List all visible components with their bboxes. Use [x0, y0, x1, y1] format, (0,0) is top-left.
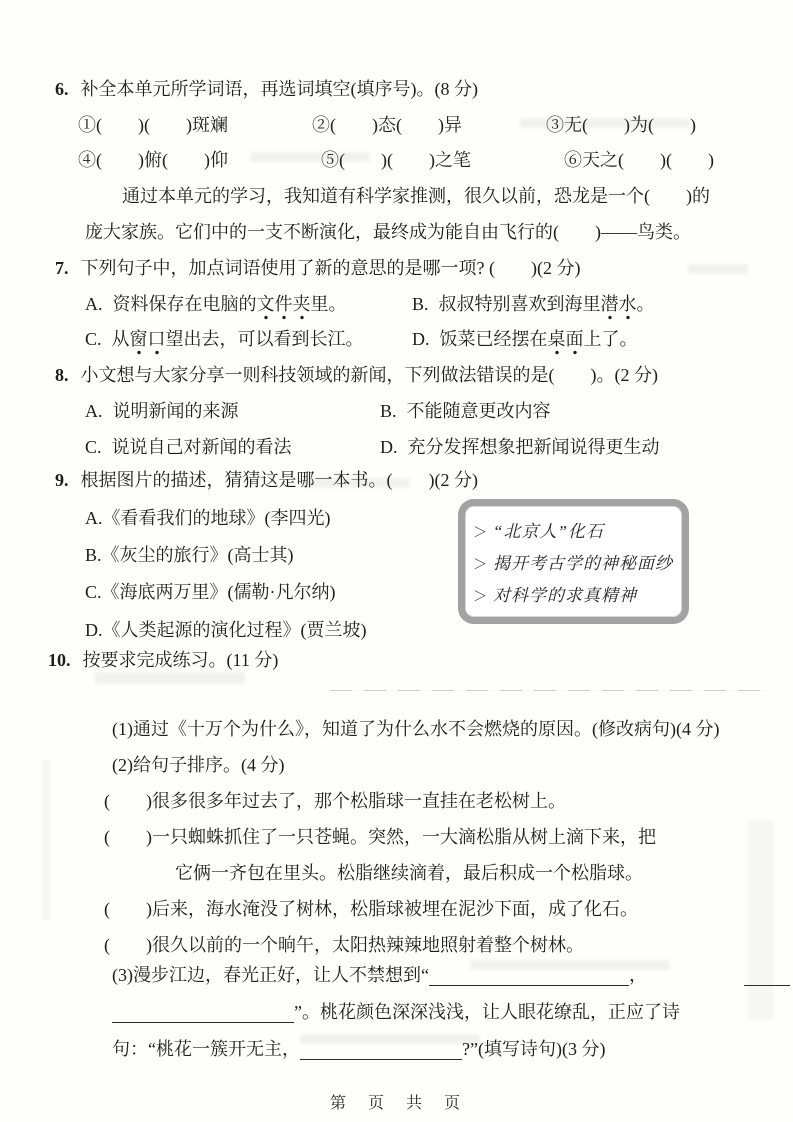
question-number: 6.: [55, 79, 69, 99]
chevron-bullet-icon: ＞: [473, 590, 488, 605]
clue-text: 揭开考古学的神秘面纱: [493, 554, 673, 573]
question-6-title-line: [55, 76, 478, 102]
scan-artifact: [688, 264, 748, 274]
sort-item-2: [104, 824, 656, 850]
sequence-bracket: ( ): [104, 827, 152, 847]
question-8-title-line: [55, 362, 658, 388]
scan-artifact: [520, 118, 690, 128]
option-label: D.: [380, 437, 398, 457]
option-text: 资料保存在电脑的: [112, 294, 257, 314]
q6-word-row-2: [78, 147, 714, 173]
q8-option-c: [85, 434, 292, 460]
word-blank-item: ①( )( )斑斓: [78, 115, 228, 135]
page-footer: 第 页 共 页: [329, 1095, 463, 1112]
option-text: 充分发挥想象把新闻说得更生动: [407, 437, 660, 457]
sort-item-text: 一只蜘蛛抓住了一只苍蝇。突然，一大滴松脂从树上滴下来，把: [152, 827, 656, 847]
question-title: 小文想与大家分享一则科技领域的新闻，下列做法错误的是( )。(2 分): [80, 365, 658, 385]
sort-item-text: 很久以前的一个晌午，太阳热辣辣地照射着整个树林。: [152, 935, 584, 955]
question-number: 10.: [48, 650, 71, 670]
sequence-bracket: ( ): [104, 899, 152, 919]
emphasized-word: 潜水: [601, 294, 637, 320]
sort-item-4: [104, 932, 584, 958]
question-7-title-line: [55, 255, 580, 281]
scan-artifact: [300, 1034, 480, 1044]
option-label: C.: [85, 437, 102, 457]
option-label: B.: [380, 401, 397, 421]
sort-item-3: [104, 896, 638, 922]
sort-item-1: [104, 788, 566, 814]
clue-text: 对科学的求真精神: [493, 586, 637, 605]
option-text: 说说自己对新闻的看法: [111, 437, 292, 457]
question-title: 根据图片的描述，猜猜这是哪一本书。( )(2 分): [80, 470, 478, 490]
option-text: 。: [636, 294, 655, 314]
chevron-bullet-icon: ＞: [473, 558, 488, 573]
part-3-text: (3)漫步江边，春光正好，让人不禁想到“: [112, 965, 429, 985]
q8-option-b: [380, 398, 551, 424]
q9-option-a: A.《看看我们的地球》(李四光): [85, 508, 331, 528]
q10-part-3-line-2: [112, 999, 680, 1025]
bleed-through-line: [330, 690, 768, 691]
answer-blank: [112, 1003, 294, 1023]
option-text: 从: [111, 329, 130, 349]
option-text: 不能随意更改内容: [406, 401, 551, 421]
option-text: 里。: [310, 294, 347, 314]
word-blank-item: ⑤( )( )之笔: [321, 150, 471, 170]
question-number: 9.: [55, 470, 69, 490]
sequence-bracket: ( ): [104, 791, 152, 811]
sort-item-text: 后来，海水淹没了树林，松脂球被埋在泥沙下面，成了化石。: [152, 899, 638, 919]
question-title: 下列句子中，加点词语使用了新的意思的是哪一项? ( )(2 分): [80, 258, 581, 278]
option-label: C.: [85, 329, 102, 349]
scan-artifact: [470, 960, 670, 970]
question-title: 补全本单元所学词语，再选词填空(填序号)。(8 分): [80, 79, 478, 99]
clue-text: “北京人”化石: [493, 522, 604, 541]
q9-option-b: B.《灰尘的旅行》(高士其): [85, 545, 294, 565]
q8-option-d: [380, 434, 660, 460]
q8-option-a: [85, 398, 239, 424]
scan-artifact: [95, 672, 245, 684]
part-3-text: ，: [628, 965, 647, 985]
word-blank-item: ④( )俯( )仰: [78, 150, 228, 170]
scan-artifact: [748, 820, 774, 1020]
q6-paragraph-line-2: 庞大家族。它们中的一支不断演化，最终成为能自由飞行的( )——鸟类。: [85, 222, 691, 242]
word-blank-item: ②( )态( )异: [312, 115, 462, 135]
option-label: D.: [412, 329, 430, 349]
emphasized-word: 桌面: [548, 329, 584, 355]
q7-option-d: [412, 326, 638, 352]
question-title: 按要求完成练习。(11 分): [82, 650, 279, 670]
sequence-bracket: ( ): [104, 935, 152, 955]
option-label: B.: [412, 294, 429, 314]
scan-artifact: [250, 152, 370, 162]
q10-part-1: (1)通过《十万个为什么》，知道了为什么水不会燃烧的原因。(修改病句)(4 分): [112, 719, 720, 739]
sort-item-2-continued: 它俩一齐包在里头。松脂继续滴着，最后积成一个松脂球。: [175, 863, 643, 883]
sort-item-text: 很多很多年过去了，那个松脂球一直挂在老松树上。: [152, 791, 566, 811]
option-label: A.: [85, 401, 103, 421]
q7-option-b: [412, 291, 655, 317]
q10-part-2: (2)给句子排序。(4 分): [112, 755, 285, 775]
emphasized-word: 文件夹: [257, 294, 311, 320]
option-text: 上了。: [583, 329, 638, 349]
question-number: 8.: [55, 365, 69, 385]
clue-line: [473, 517, 674, 542]
chevron-bullet-icon: ＞: [473, 526, 488, 541]
emphasized-word: 窗口: [130, 329, 166, 355]
part-3-text: 句：“桃花一簇开无主，: [112, 1039, 300, 1059]
word-blank-item: ⑥天之( )( ): [564, 150, 714, 170]
scan-artifact: [300, 478, 410, 488]
q7-option-c: [85, 326, 364, 352]
option-text: 望出去，可以看到长江。: [165, 329, 364, 349]
question-9-title-line: [55, 467, 478, 493]
part-3-text: ?”(填写诗句)(3 分): [462, 1039, 606, 1059]
q7-option-a: [85, 291, 347, 317]
q9-option-d: D.《人类起源的演化过程》(贾兰坡): [85, 620, 367, 640]
option-text: 叔叔特别喜欢到海里: [438, 294, 601, 314]
option-label: A.: [85, 294, 103, 314]
option-text: 饭菜已经摆在: [439, 329, 548, 349]
word-blank-item: ③无( )为( ): [546, 115, 696, 135]
scan-artifact: [42, 760, 50, 920]
part-3-text: ”。桃花颜色深深浅浅，让人眼花缭乱，正应了诗: [294, 1002, 680, 1022]
option-text: 说明新闻的来源: [112, 401, 239, 421]
clue-line: [473, 549, 674, 574]
question-10-title-line: [48, 647, 278, 673]
clue-line: [473, 581, 674, 606]
q9-option-c: C.《海底两万里》(儒勒·凡尔纳): [85, 582, 336, 602]
book-clue-card: [458, 499, 689, 624]
q6-paragraph-line-1: 通过本单元的学习，我知道有科学家推测，很久以前，恐龙是一个( )的: [122, 186, 710, 206]
question-number: 7.: [55, 258, 69, 278]
